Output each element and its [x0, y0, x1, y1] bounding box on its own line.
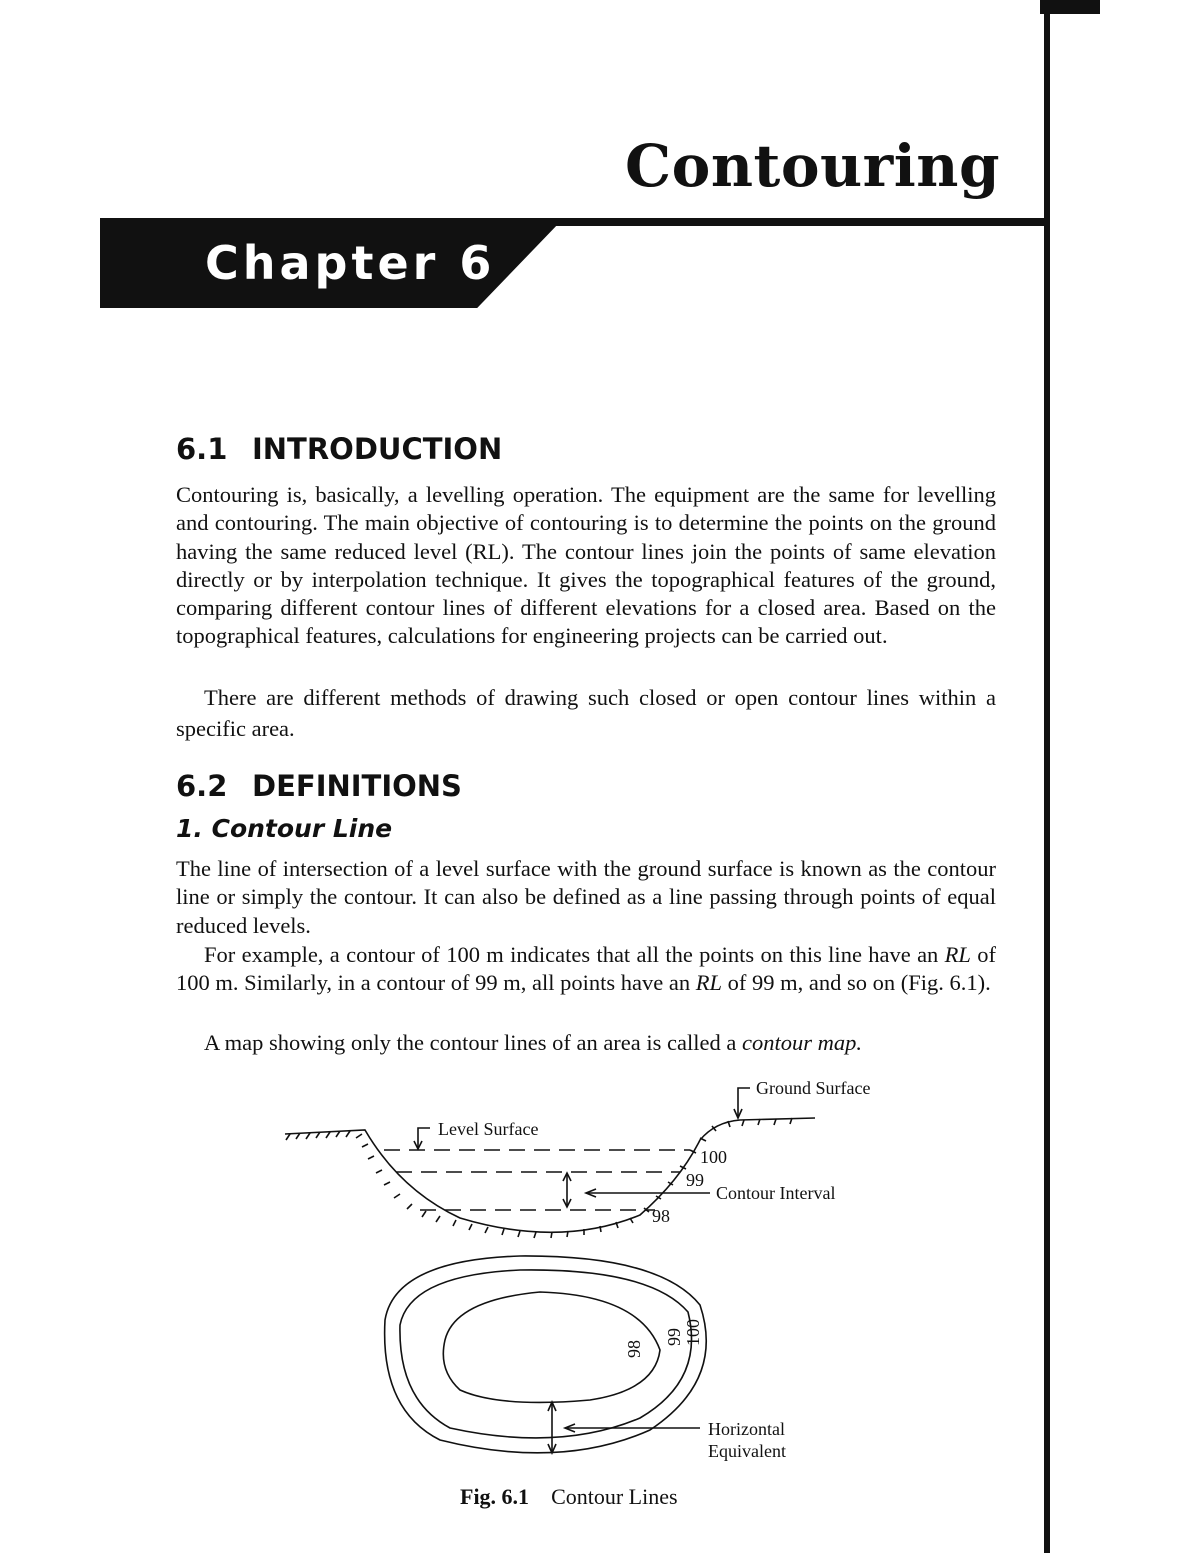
- ground-profile: [285, 1118, 815, 1232]
- plan-label-98: 98: [624, 1340, 644, 1358]
- ground-hatching: [286, 1118, 792, 1238]
- section-number: 6.1: [176, 432, 228, 466]
- subheading-contour-line: 1. Contour Line: [176, 814, 393, 843]
- label-horizontal: Horizontal: [708, 1419, 785, 1439]
- section-title: INTRODUCTION: [252, 432, 503, 466]
- page-spine-cap: [1040, 0, 1100, 14]
- label-contour-100: 100: [700, 1147, 727, 1167]
- definition-paragraph-2: For example, a contour of 100 m indicates that all the points on this line have an RL of 100 m. Similarly, in a contour of 99 m, all points have an RL of 99 m, and so on (Fig. 6.1).: [176, 942, 996, 996]
- plan-label-99: 99: [664, 1328, 684, 1346]
- section-heading-definitions: [176, 769, 462, 803]
- section-number: 6.2: [176, 769, 228, 803]
- chapter-title: Contouring: [625, 132, 1000, 200]
- figure-caption-number: Fig. 6.1: [460, 1484, 530, 1509]
- label-contour-98: 98: [652, 1206, 670, 1226]
- label-equivalent: Equivalent: [708, 1441, 786, 1461]
- contour-ring-100: [385, 1256, 707, 1453]
- section-heading-introduction: [176, 432, 502, 466]
- definition-paragraph-1: The line of intersection of a level surface with the ground surface is known as the contour line or simply the contour. It can also be defined as a line passing through points of equal reduced levels.: [176, 856, 996, 938]
- section-title: DEFINITIONS: [252, 769, 462, 803]
- chapter-label: Chapter 6: [205, 236, 496, 290]
- label-ground-surface: Ground Surface: [756, 1078, 871, 1098]
- label-contour-99: 99: [686, 1170, 704, 1190]
- intro-paragraph-2: There are different methods of drawing such closed or open contour lines within a specific area.: [176, 685, 996, 741]
- figure-caption-text: Contour Lines: [551, 1484, 678, 1509]
- label-level-surface: Level Surface: [438, 1119, 539, 1139]
- plan-label-100: 100: [683, 1319, 703, 1346]
- intro-paragraph-1: Contouring is, basically, a levelling operation. The equipment are the same for levelling and contouring. The main objective of contouring is to determine the points on the ground having the same reduced level (RL). The contour lines join the points of same elevation directly or by interpolation technique. It gives the topographical features of the ground, comparing different contour lines of different elevations for a closed area. Based on the topographical features, calculations for engineering projects can be carried out.: [176, 482, 996, 649]
- label-contour-interval: Contour Interval: [716, 1183, 836, 1203]
- figure-caption: [460, 1484, 678, 1510]
- contour-lines-figure: [0, 1070, 1200, 1480]
- definition-paragraph-3: A map showing only the contour lines of an area is called a contour map.: [204, 1030, 862, 1055]
